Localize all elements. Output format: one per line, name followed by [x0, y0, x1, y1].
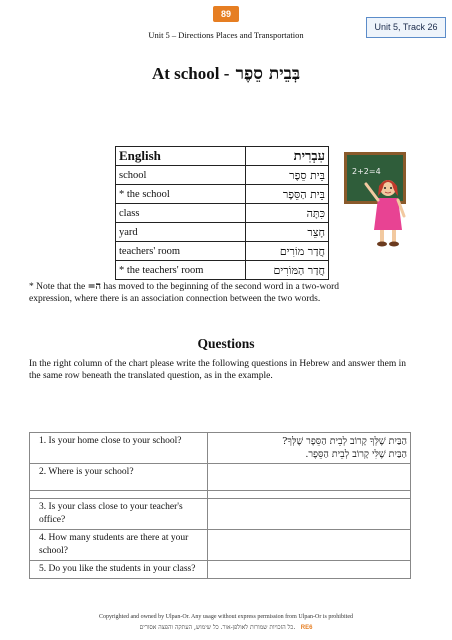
- vocab-english-cell: * the school: [116, 185, 246, 204]
- question-english: 2. Where is your school?: [30, 464, 208, 491]
- vocab-hebrew-cell: עִבְרִית: [245, 147, 328, 166]
- questions-intro: In the right column of the chart please write the following questions in Hebrew and answer them in the same row beneath the translated question, as in the example.: [29, 359, 406, 381]
- vocab-hebrew-cell: כִּתָּה: [245, 204, 328, 223]
- hebrew-answer: הַבַּיִת שֶׁלִּי קָרוֹב לְבֵית הַסֵּפֶר.: [305, 449, 407, 460]
- vocab-hebrew-cell: בֵּית הַסֵּפֶר: [245, 185, 328, 204]
- question-row: [30, 464, 411, 491]
- hebrew-question: הַבַּיִת שֶׁלְּךָ קָרוֹב לְבֵית הַסֵּפֶר שֶׁלְּךָ?: [282, 436, 407, 447]
- questions-table: [29, 432, 411, 579]
- chalkboard-text: 2+2=4: [352, 167, 381, 176]
- question-english: 4. How many students are there at your school?: [30, 530, 208, 561]
- vocab-row: [116, 185, 329, 204]
- questions-heading: Questions: [197, 336, 255, 351]
- vocab-english-cell: yard: [116, 223, 246, 242]
- question-hebrew-answer-cell[interactable]: [208, 464, 411, 491]
- note-prefix: * Note that the: [29, 282, 88, 292]
- copyright-footer: Copyrighted and owned by Ulpan-Or. Any usage without express permission from Ulpan-Or is prohibited: [99, 614, 353, 620]
- vocab-hebrew-cell: חֲדַר הַמּוֹרִים: [245, 261, 328, 280]
- vocab-english-cell: * the teachers' room: [116, 261, 246, 280]
- title-english: At school -: [151, 64, 230, 83]
- question-english: 3. Is your class close to your teacher's office?: [30, 499, 208, 530]
- question-english: 5. Do you like the students in your class?: [30, 561, 208, 579]
- vocab-hebrew-cell: חֲדַר מוֹרִים: [245, 242, 328, 261]
- question-hebrew-answer-cell[interactable]: [208, 499, 411, 530]
- vocab-english-cell: school: [116, 166, 246, 185]
- question-row: [30, 561, 411, 579]
- vocab-english-cell: English: [116, 147, 246, 166]
- vocab-row: [116, 166, 329, 185]
- question-row: [30, 499, 411, 530]
- unit-header: Unit 5 – Directions Places and Transportation: [148, 30, 304, 40]
- footer-code: RE6: [300, 625, 313, 631]
- note-body: has moved to the beginning of the second word in a two-word expression, where there is an association connection between the two words.: [29, 282, 339, 304]
- question-row: [30, 433, 411, 464]
- title-hebrew: בְּבֵית סֵפֶר: [235, 64, 301, 84]
- copyright-footer-hebrew: [0, 624, 452, 631]
- vocab-english-cell: teachers' room: [116, 242, 246, 261]
- audio-track-badge[interactable]: Unit 5, Track 26: [366, 17, 446, 38]
- vocab-row: [116, 242, 329, 261]
- question-row: [30, 530, 411, 561]
- vocab-hebrew-cell: חָצֵר: [245, 223, 328, 242]
- question-hebrew-answer-cell[interactable]: [208, 433, 411, 464]
- vocab-row: [116, 223, 329, 242]
- question-hebrew-answer-cell[interactable]: [208, 561, 411, 579]
- question-english: 1. Is your home close to your school?: [30, 433, 208, 464]
- note-highlight: =ה: [87, 281, 102, 292]
- vocab-english-cell: class: [116, 204, 246, 223]
- grammar-note: [29, 281, 383, 305]
- table-spacer: [30, 491, 411, 499]
- vocabulary-table: [115, 146, 329, 280]
- page-title: [0, 64, 452, 84]
- question-hebrew-answer-cell[interactable]: [208, 530, 411, 561]
- vocab-row: [116, 261, 329, 280]
- vocab-row: [116, 204, 329, 223]
- vocab-hebrew-cell: בֵּית סֵפֶר: [245, 166, 328, 185]
- page-number-badge: 89: [213, 6, 239, 22]
- teacher-chalkboard-illustration: [342, 148, 414, 250]
- footer-hebrew-text: כל הזכויות שמורות לאולפן-אור. כל שימוש, העתקה והפצה אסורים.: [139, 624, 296, 631]
- vocab-header-row: [116, 147, 329, 166]
